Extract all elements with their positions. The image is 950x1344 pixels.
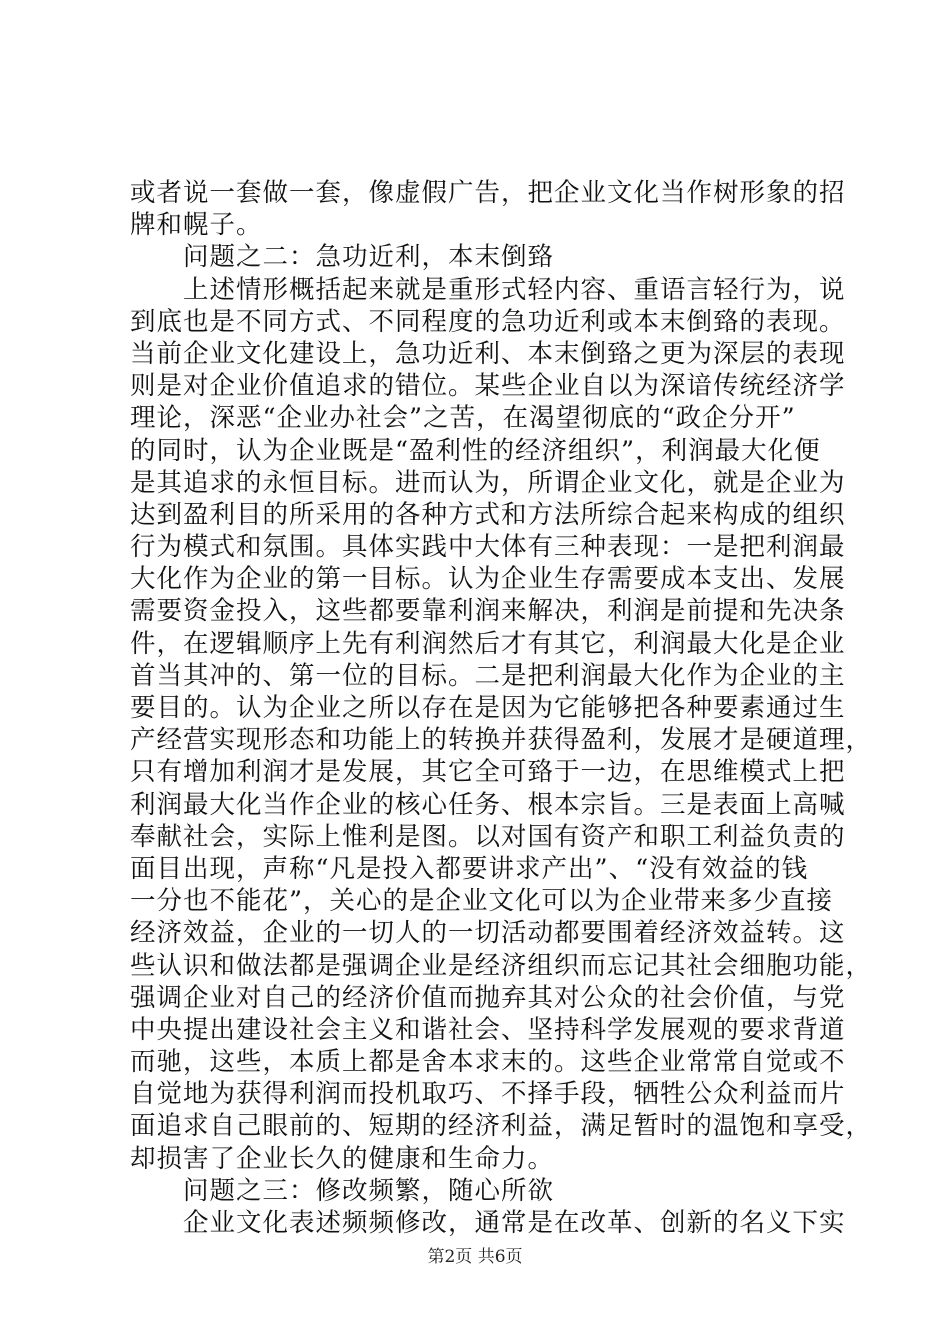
text-line: 或者说一套做一套，像虚假广告，把企业文化当作树形象的招 [130,178,846,208]
text-line: 件，在逻辑顺序上先有利润然后才有其它，利润最大化是企业 [130,628,846,659]
text-line: 首当其冲的、第一位的目标。二是把利润最大化作为企业的主 [130,660,846,691]
text-line: 问题之三：修改频繁，随心所欲 [183,1175,555,1206]
text-line: 理论，深恶“企业办社会”之苦，在渴望彻底的“政企分开” [130,403,796,434]
text-line: 行为模式和氛围。具体实践中大体有三种表现：一是把利润最 [130,532,846,563]
page-footer: 第2页 共6页 [427,1247,523,1267]
text-line: 面目出现，声称“凡是投入都要讲求产出”、“没有效益的钱 [130,853,809,884]
text-line: 达到盈利目的所采用的各种方式和方法所综合起来构成的组织 [130,499,846,530]
text-line: 产经营实现形态和功能上的转换并获得盈利，发展才是硬道理， [130,725,873,756]
text-line: 需要资金投入，这些都要靠利润来解决，利润是前提和先决条 [130,596,846,627]
text-line: 却损害了企业长久的健康和生命力。 [130,1143,555,1174]
text-line: 是其追求的永恒目标。进而认为，所谓企业文化，就是企业为 [130,467,846,498]
text-line: 经济效益，企业的一切人的一切活动都要围着经济效益转。这 [130,918,846,949]
text-line: 要目的。认为企业之所以存在是因为它能够把各种要素通过生 [130,693,846,723]
text-line: 自觉地为获得利润而投机取巧、不择手段，牺牲公众利益而片 [130,1079,846,1110]
text-line: 则是对企业价值追求的错位。某些企业自以为深谙传统经济学 [130,371,846,402]
text-line: 问题之二：急功近利，本末倒臵 [183,242,555,273]
document-body [130,177,873,1239]
text-line: 利润最大化当作企业的核心任务、根本宗旨。三是表面上高喊 [130,789,846,820]
text-line: 一分也不能花”，关心的是企业文化可以为企业带来多少直接 [130,886,834,917]
text-line: 而驰，这些，本质上都是舍本求末的。这些企业常常自觉或不 [130,1047,846,1078]
text-line: 到底也是不同方式、不同程度的急功近利或本末倒臵的表现。 [130,306,846,337]
text-line: 当前企业文化建设上，急功近利、本末倒臵之更为深层的表现 [130,338,846,369]
text-line: 的同时，认为企业既是“盈利性的经济组织”，利润最大化便 [130,435,821,466]
text-line: 面追求自己眼前的、短期的经济利益，满足暂时的温饱和享受， [130,1111,873,1142]
text-line: 上述情形概括起来就是重形式轻内容、重语言轻行为，说 [183,274,846,305]
text-line: 牌和幌子。 [130,210,263,241]
text-line: 只有增加利润才是发展，其它全可臵于一边，在思维模式上把 [130,757,846,788]
text-line: 企业文化表述频频修改，通常是在改革、创新的名义下实 [183,1208,846,1238]
text-line: 些认识和做法都是强调企业是经济组织而忘记其社会细胞功能， [130,950,873,981]
text-line: 奉献社会，实际上惟利是图。以对国有资产和职工利益负责的 [130,821,846,852]
text-line: 大化作为企业的第一目标。认为企业生存需要成本支出、发展 [130,564,846,595]
text-line: 强调企业对自己的经济价值而抛弃其对公众的社会价值，与党 [130,982,846,1013]
text-line: 中央提出建设社会主义和谐社会、坚持科学发展观的要求背道 [130,1014,846,1045]
